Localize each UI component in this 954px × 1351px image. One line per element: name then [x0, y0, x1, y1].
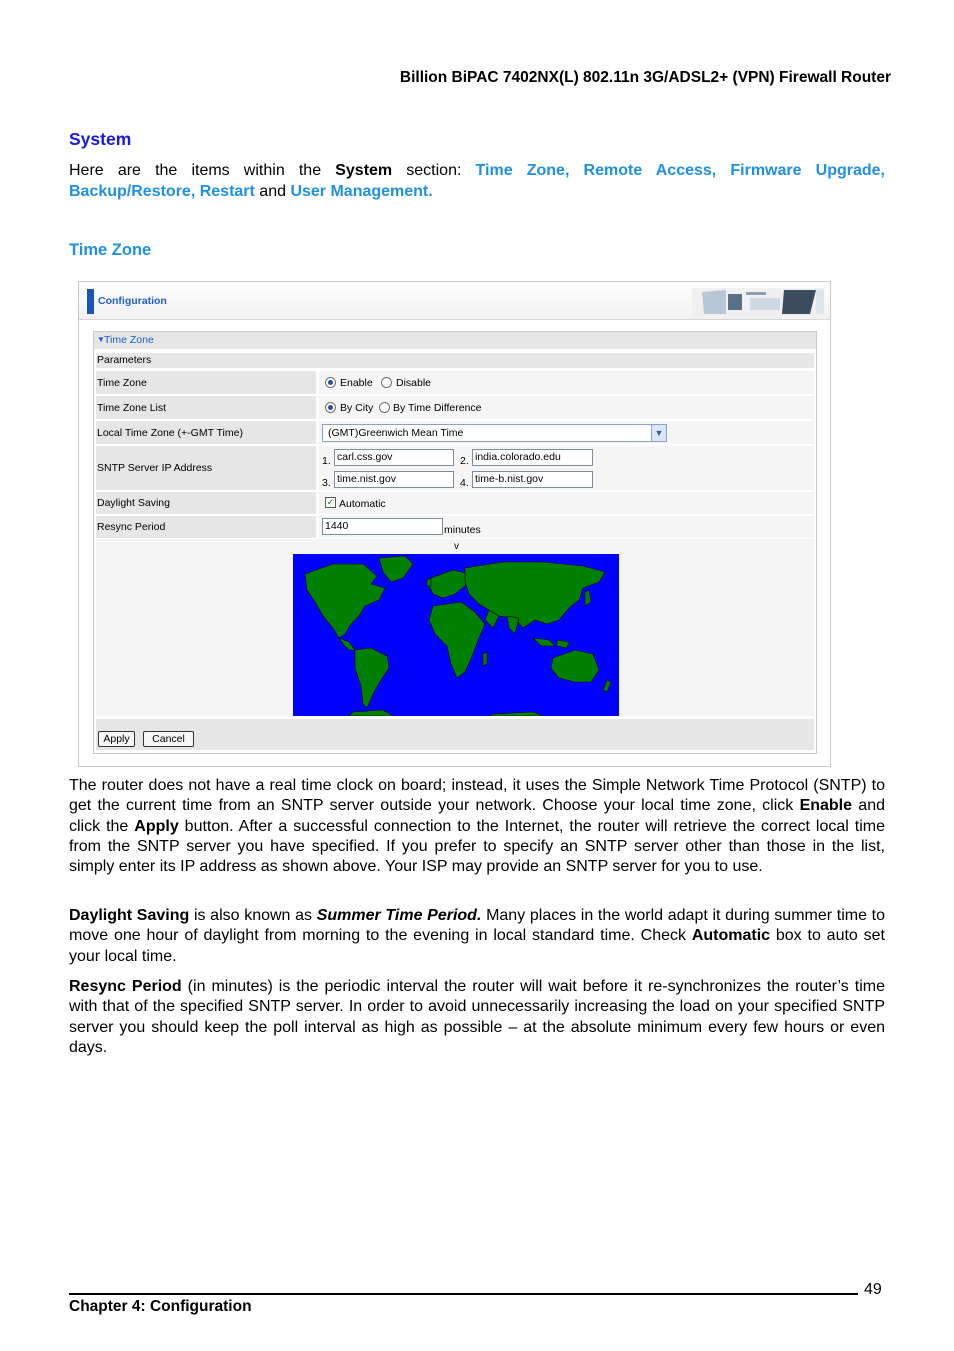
row-local-time-zone	[96, 421, 814, 444]
button-row	[96, 719, 814, 750]
office-banner-image	[692, 288, 824, 316]
automatic-checkbox[interactable]: ✓	[326, 497, 335, 507]
p1-text-3: button. After a successful connection to the Internet, the router will retrieve the correct local time from the SNTP server you have specified. If you prefer to specify an SNTP server other than those in the list, simply enter its IP address as shown above. Your ISP may provide an SNTP server for you to use.	[69, 817, 885, 876]
row-sntp-servers	[96, 446, 814, 490]
resync-period-label: Resync Period	[97, 521, 166, 533]
local-time-zone-value: (GMT)Greenwich Mean Time	[328, 427, 464, 439]
collapse-arrow-icon[interactable]: ▼	[97, 335, 105, 344]
config-screenshot	[78, 281, 831, 767]
sntp-server-2-value: india.colorado.edu	[475, 451, 561, 463]
map-area	[96, 539, 814, 716]
parameters-header	[96, 353, 814, 368]
enable-radio-label: Enable	[340, 377, 373, 389]
resync-period-input[interactable]	[322, 518, 443, 535]
local-time-zone-select[interactable]	[322, 424, 667, 442]
page-number: 49	[864, 1281, 882, 1298]
row-time-zone-list	[96, 396, 814, 419]
map-marker: v	[454, 541, 459, 552]
disable-radio-label: Disable	[396, 377, 432, 389]
config-title: Configuration	[98, 295, 167, 307]
sntp-number-4: 4.	[460, 477, 469, 489]
cancel-button[interactable]: Cancel	[143, 731, 194, 747]
parameters-label: Parameters	[97, 354, 152, 366]
daylight-saving-label: Daylight Saving	[97, 497, 170, 509]
world-map[interactable]	[293, 554, 619, 716]
intro-links-2: User Management.	[290, 183, 433, 200]
time-zone-panel	[93, 331, 817, 754]
paragraph-daylight-saving	[69, 906, 885, 967]
config-title-bar	[79, 282, 830, 320]
p1-text-1: The router does not have a real time clock on board; instead, it uses the Simple Network Time Protocol (SNTP) to get the current time from an SNTP server outside your network. Choose your local time zone, click	[69, 777, 885, 815]
p2-bold-daylight: Daylight Saving	[69, 907, 190, 924]
subsection-title: Time Zone	[69, 241, 152, 259]
section-title: System	[69, 129, 132, 149]
apply-button[interactable]: Apply	[98, 731, 135, 747]
p3-text-1: (in minutes) is the periodic interval the router will wait before it re-synchronizes the router’s time with that of the specified SNTP server. In order to avoid unnecessarily increasing the load on your specified SNTP server you should keep the poll interval as high as possible – at the absolute minimum every few hours or even days.	[69, 978, 886, 1056]
intro-paragraph	[69, 160, 885, 202]
sntp-number-1: 1.	[322, 455, 331, 467]
enable-radio[interactable]	[325, 377, 336, 388]
intro-bold-system: System	[335, 162, 393, 179]
document-header: Billion BiPAC 7402NX(L) 802.11n 3G/ADSL2+ (VPN) Firewall Router	[399, 69, 891, 86]
paragraph-resync-period	[69, 977, 885, 1058]
by-time-difference-radio-label: By Time Difference	[393, 402, 482, 414]
sntp-label: SNTP Server IP Address	[97, 462, 213, 474]
p1-text-2: and click the	[69, 797, 885, 835]
p3-bold-resync: Resync Period	[69, 978, 182, 995]
sntp-number-3: 3.	[322, 477, 331, 489]
by-city-radio-label: By City	[340, 402, 374, 414]
chevron-down-icon[interactable]: ▼	[651, 425, 666, 441]
intro-text-1: Here are the items within the	[69, 162, 336, 179]
time-zone-panel-title: Time Zone	[104, 334, 154, 346]
p2-bold-italic-summer: Summer Time Period.	[316, 907, 482, 924]
row-time-zone	[96, 371, 814, 394]
time-zone-list-label: Time Zone List	[97, 401, 167, 414]
by-time-difference-radio[interactable]	[379, 402, 390, 413]
time-zone-label: Time Zone	[97, 376, 147, 389]
paragraph-sntp	[69, 776, 885, 877]
disable-radio[interactable]	[381, 377, 392, 388]
sntp-server-1-value: carl.css.gov	[337, 451, 393, 463]
sntp-server-4-input[interactable]	[472, 471, 593, 488]
sntp-server-3-value: time.nist.gov	[337, 473, 396, 485]
sntp-server-4-value: time-b.nist.gov	[475, 473, 544, 485]
time-zone-panel-header[interactable]	[94, 332, 816, 349]
sntp-number-2: 2.	[460, 455, 469, 467]
by-city-radio[interactable]	[325, 402, 336, 413]
sntp-server-1-input[interactable]	[334, 449, 454, 466]
resync-period-value: 1440	[325, 520, 349, 532]
p2-text-1: is also known as	[189, 907, 317, 924]
row-daylight-saving	[96, 492, 814, 514]
intro-text-3: and	[254, 183, 291, 200]
title-bar-stripe	[87, 289, 94, 314]
chapter-footer: Chapter 4: Configuration	[69, 1298, 252, 1315]
p1-bold-apply: Apply	[134, 817, 179, 835]
footer-rule	[69, 1293, 858, 1295]
local-time-zone-label: Local Time Zone (+-GMT Time)	[97, 426, 243, 439]
p1-bold-enable: Enable	[799, 797, 853, 815]
intro-text-2: section:	[392, 162, 476, 179]
p2-text-2: Many places in the world adapt it during summer time to move one hour of daylight from morning to the evening in local standard time. Check	[69, 907, 886, 945]
minutes-label: minutes	[444, 524, 481, 536]
sntp-server-2-input[interactable]	[472, 449, 593, 466]
row-resync-period	[96, 516, 814, 538]
automatic-checkbox-label: Automatic	[339, 498, 386, 510]
intro-links-1: Time Zone, Remote Access, Firmware Upgrade, Backup/Restore, Restart	[69, 162, 885, 200]
sntp-server-3-input[interactable]	[334, 471, 454, 488]
p2-text-3: box to auto set your local time.	[69, 927, 885, 965]
p2-bold-automatic: Automatic	[691, 927, 771, 945]
